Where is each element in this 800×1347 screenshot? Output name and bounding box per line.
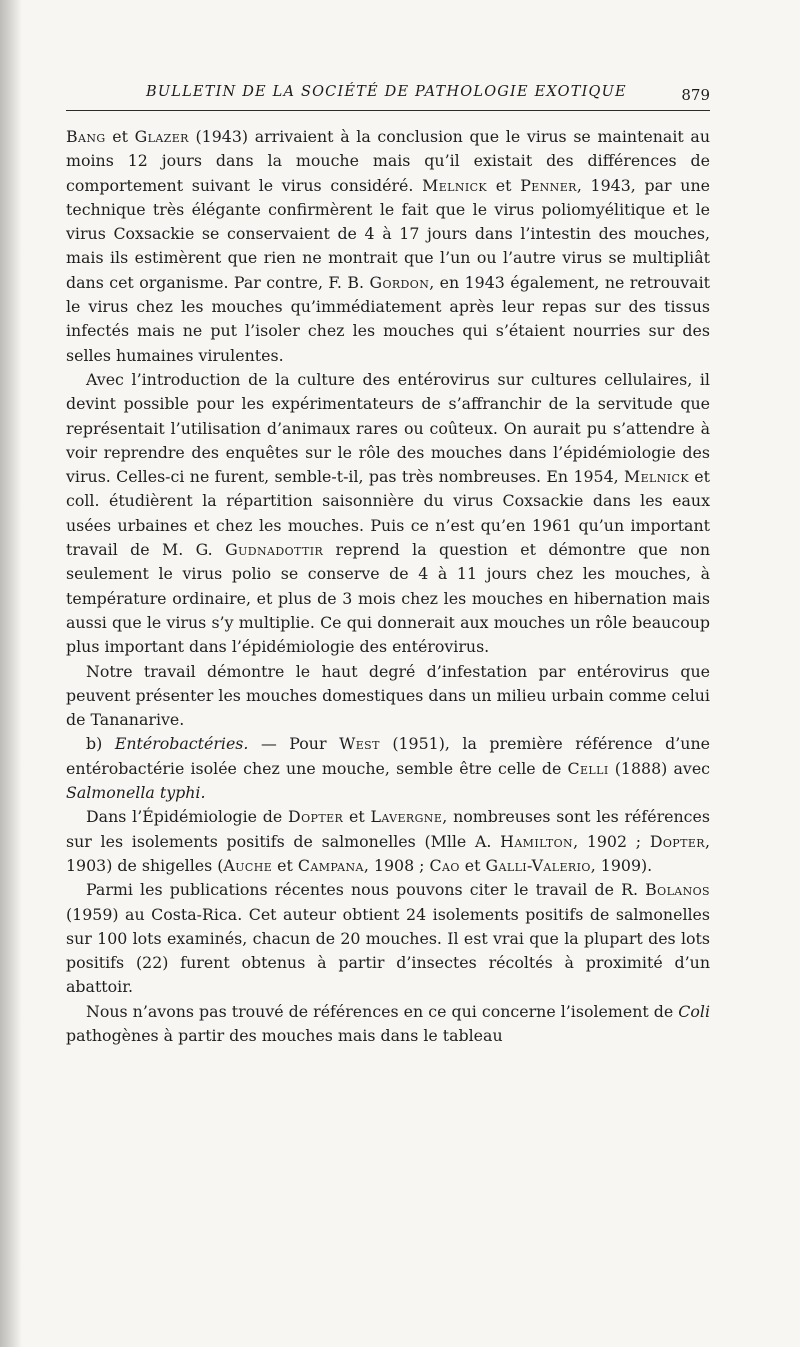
text-run: , en 1943 également, ne retrouvait le virus chez les mouches qu’immédiatement après leur repas sur des tissus infectés mais ne put l’isoler chez les mouches qui s’étaient nourries sur des selles humaines virulentes. [66, 272, 710, 365]
journal-title: BULLETIN DE LA SOCIÉTÉ DE PATHOLOGIE EXOTIQUE [146, 84, 627, 100]
text-run: , 1909). [590, 855, 653, 875]
paragraph-recent-publications [66, 878, 710, 999]
text-run: (1959) au Costa-Rica. Cet auteur obtient 24 isolements positifs de salmonelles sur 100 lots examinés, chacun de 20 mouches. Il est vrai que la plupart des lots positifs (22) furent obtenus à partir d’insectes récoltés à proximité d’un abattoir. [66, 904, 710, 997]
author-name: Galli-Valerio [485, 855, 591, 875]
author-name: Auche [223, 855, 273, 875]
author-name: Melnick [422, 175, 488, 195]
text-run: et [487, 175, 521, 195]
section-heading-italic: Entérobactéries. [114, 734, 249, 754]
text-run: — Pour [248, 734, 340, 754]
binding-gutter-shadow [0, 0, 22, 1347]
author-name: Celli [567, 758, 609, 778]
paragraph-enterobacteria [66, 732, 710, 805]
paragraph-our-work [66, 660, 710, 733]
text-run: et [105, 127, 135, 146]
author-name: Bolanos [645, 880, 710, 900]
paragraph-epidemiology-references [66, 805, 710, 878]
author-name: West [339, 734, 380, 754]
article-body [66, 125, 710, 1048]
text-run: et [272, 855, 298, 875]
author-name: Gudnadottir [225, 540, 324, 560]
text-run: Avec l’introduction de la culture des entérovirus sur cultures cellulaires, il devint possible pour les expérimentateurs de s’affranchir de la servitude que représentait l’utilisation d’animaux rares ou coûteux. On aurait pu s’attendre à voir reprendre des enquêtes sur le rôle des mouches dans l’épidémiologie des virus. Celles-ci ne furent, semble-t-il, pas très nombreuses. En 1954, [66, 369, 710, 487]
author-name: Hamilton [500, 831, 574, 851]
text-run: (1943) arrivaient à la conclusion que le virus se maintenait au moins 12 jours dans la mouche mais qu’il existait des différences de comportement suivant le virus considéré. [66, 127, 711, 195]
text-run: , 1902 ; [573, 831, 650, 851]
text-run: , 1908 ; [363, 855, 430, 875]
text-run: , 1903) de shigelles ( [66, 831, 710, 875]
text-run: et [343, 807, 371, 827]
author-name: Lavergne [370, 807, 443, 827]
paragraph-virus-persistence [66, 125, 710, 368]
text-run: (1951), la première référence d’une entérobactérie isolée chez une mouche, semble être celle de [66, 734, 710, 778]
species-name-italic: Salmonella typhi. [66, 783, 206, 803]
running-head [66, 84, 710, 108]
header-rule [66, 110, 710, 111]
text-run: et [459, 855, 486, 875]
text-run: , 1943, par une technique très élégante confirmèrent le fait que le virus poliomyélitique et le virus Coxsackie se conservaient de 4 à 17 jours dans l’intestin des mouches, mais ils estimèrent que rien ne montrait que l’un ou l’autre virus se multipliât dans cet organisme. Par contre, F. B. [66, 175, 710, 292]
text-run: b) [86, 734, 115, 754]
author-name: Gordon [369, 272, 430, 292]
page-number: 879 [681, 86, 710, 104]
text-run: reprend la question et démontre que non seulement le virus polio se conserve de 4 à 11 jours chez les mouches, à température ordinaire, et plus de 3 mois chez les mouches en hibernation mais aussi que le virus s’y multiplie. Ce qui donnerait aux mouches un rôle beaucoup plus important dans l’épidémiologie des entérovirus. [66, 540, 710, 657]
text-run: et coll. étudièrent la répartition saisonnière du virus Coxsackie dans les eaux usées urbaines et chez les mouches. Puis ce n’est qu’en 1961 qu’un important travail de M. G. [66, 467, 711, 560]
text-run: Notre travail démontre le haut degré d’infestation par entérovirus que peuvent présenter les mouches domestiques dans un milieu urbain comme celui de Tananarive. [66, 661, 710, 730]
author-name: Melnick [624, 467, 689, 487]
text-run: (1888) avec [608, 758, 711, 778]
author-name: Penner [520, 175, 577, 195]
author-name: Campana [297, 855, 364, 875]
author-name: Glazer [134, 127, 189, 146]
text-run: Parmi les publications récentes nous pouvons citer le travail de R. [86, 880, 646, 900]
paragraph-cell-cultures [66, 368, 710, 660]
paragraph-coli-pathogens [66, 1000, 710, 1049]
author-name: Dopter [288, 807, 344, 827]
author-name: Dopter [649, 831, 705, 851]
text-run: Nous n’avons pas trouvé de références en ce qui concerne l’isolement de [86, 1001, 679, 1021]
text-run: Dans l’Épidémiologie de [86, 807, 289, 827]
author-name: Bang [66, 127, 106, 146]
text-run: , nombreuses sont les références sur les isolements positifs de salmonelles (Mlle A. [66, 807, 710, 851]
text-run: pathogènes à partir des mouches mais dans le tableau [66, 1025, 503, 1045]
species-name-italic: Coli [678, 1001, 710, 1021]
author-name: Cao [429, 855, 460, 875]
